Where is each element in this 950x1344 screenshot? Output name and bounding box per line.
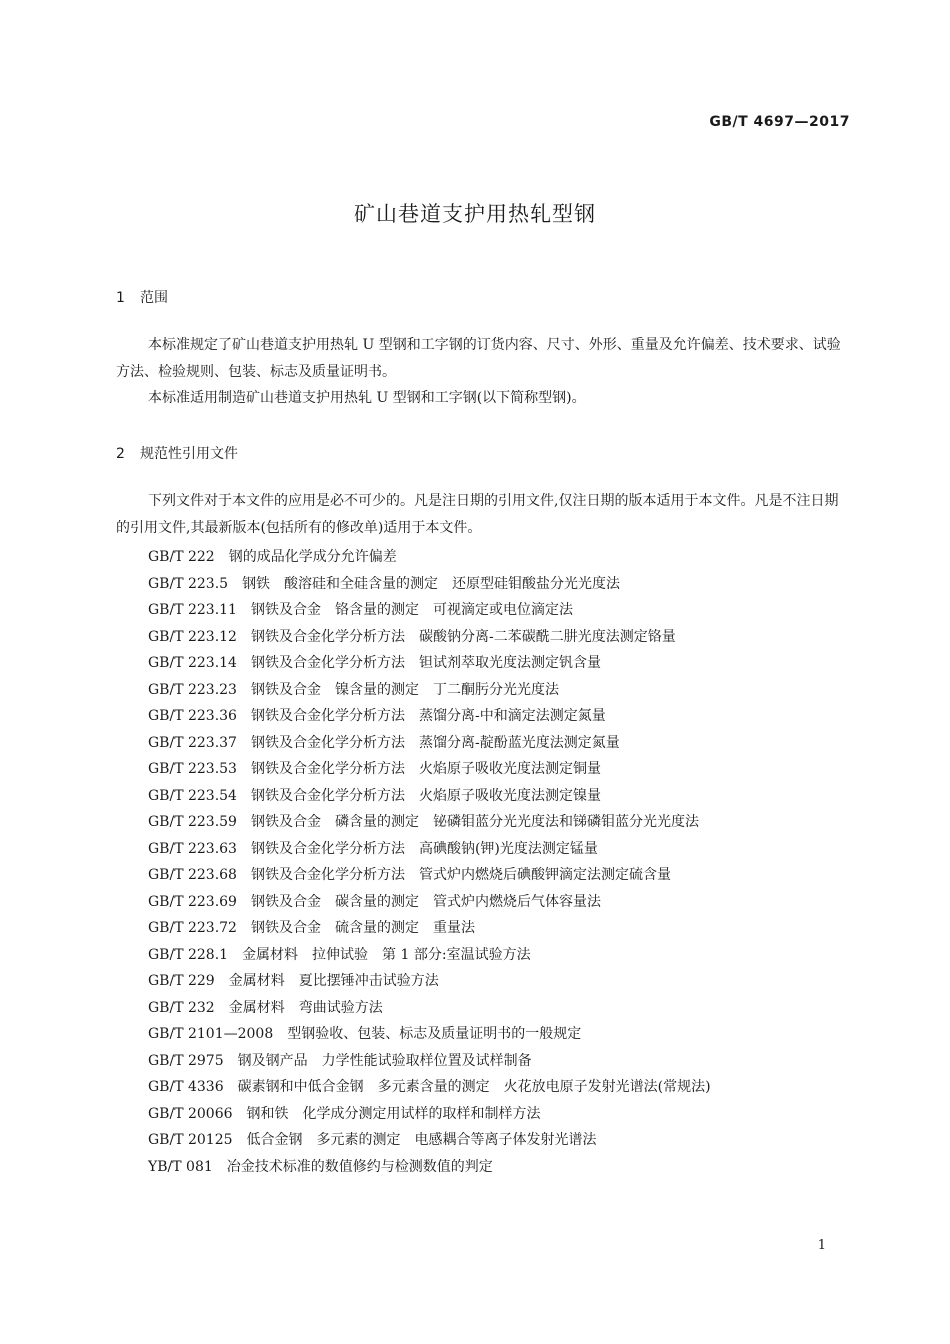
document-title: 矿山巷道支护用热轧型钢 (354, 202, 596, 226)
reference-item (148, 809, 711, 836)
reference-title: 钢铁及合金化学分析方法 钽试剂萃取光度法测定钒含量 (250, 655, 601, 671)
reference-code: GB/T 2101—2008 (148, 1026, 274, 1042)
reference-code: GB/T 223.12 (148, 628, 237, 645)
reference-item (148, 650, 711, 677)
reference-title: 钢铁及合金化学分析方法 管式炉内燃烧后碘酸钾滴定法测定硫含量 (250, 867, 671, 883)
reference-code: GB/T 223.11 (148, 602, 237, 618)
reference-code: GB/T 20066 (148, 1105, 233, 1122)
reference-item (148, 783, 711, 810)
reference-item (148, 677, 711, 704)
reference-item (148, 862, 711, 889)
reference-title: 钢铁及合金化学分析方法 高碘酸钠(钾)光度法测定锰量 (250, 840, 598, 857)
reference-title: 冶金技术标准的数值修约与检测数值的判定 (226, 1158, 493, 1175)
reference-code: GB/T 223.72 (148, 920, 237, 936)
reference-item (148, 544, 711, 571)
reference-title: 型钢验收、包装、标志及质量证明书的一般规定 (287, 1026, 582, 1042)
section-2-heading (116, 443, 238, 463)
reference-item (148, 968, 711, 995)
section-1-title: 范围 (140, 290, 168, 306)
reference-code: GB/T 229 (148, 973, 215, 989)
reference-title: 钢铁 酸溶硅和全硅含量的测定 还原型硅钼酸盐分光光度法 (242, 575, 621, 592)
reference-title: 钢铁及合金 碳含量的测定 管式炉内燃烧后气体容量法 (250, 893, 601, 910)
section-2-title: 规范性引用文件 (140, 446, 238, 462)
reference-title: 钢铁及合金 硫含量的测定 重量法 (250, 920, 475, 936)
reference-item (148, 1021, 711, 1048)
reference-title: 钢铁及合金 铬含量的测定 可视滴定或电位滴定法 (250, 602, 573, 618)
reference-title: 钢铁及合金化学分析方法 蒸馏分离-中和滴定法测定氮量 (250, 708, 606, 724)
reference-title: 金属材料 弯曲试验方法 (228, 999, 383, 1016)
reference-code: GB/T 4336 (148, 1079, 224, 1095)
reference-item (148, 915, 711, 942)
reference-code: GB/T 223.14 (148, 655, 237, 671)
reference-code: GB/T 223.36 (148, 708, 237, 724)
reference-item (148, 942, 711, 969)
reference-code: GB/T 223.23 (148, 681, 237, 698)
section-1-paragraph-2: 本标准适用制造矿山巷道支护用热轧 U 型钢和工字钢(以下简称型钢)。 (148, 390, 586, 406)
reference-title: 钢铁及合金 磷含量的测定 铋磷钼蓝分光光度法和锑磷钼蓝分光光度法 (250, 814, 699, 830)
reference-code: GB/T 20125 (148, 1132, 233, 1148)
reference-title: 钢和铁 化学成分测定用试样的取样和制样方法 (246, 1105, 541, 1122)
reference-title: 碳素钢和中低合金钢 多元素含量的测定 火花放电原子发射光谱法(常规法) (237, 1079, 711, 1095)
reference-item (148, 624, 711, 651)
reference-code: GB/T 232 (148, 999, 215, 1016)
reference-title: 钢铁及合金 镍含量的测定 丁二酮肟分光光度法 (250, 681, 559, 698)
reference-code: GB/T 228.1 (148, 946, 229, 963)
reference-code: GB/T 223.63 (148, 840, 237, 857)
reference-code: YB/T 081 (148, 1158, 213, 1175)
reference-title: 钢及钢产品 力学性能试验取样位置及试样制备 (237, 1052, 532, 1069)
standard-code: GB/T 4697—2017 (709, 114, 850, 130)
reference-item (148, 995, 711, 1022)
reference-item (148, 836, 711, 863)
section-2-number: 2 (116, 446, 125, 462)
reference-title: 钢铁及合金化学分析方法 蒸馏分离-靛酚蓝光度法测定氮量 (250, 734, 620, 751)
reference-title: 金属材料 夏比摆锤冲击试验方法 (228, 973, 439, 989)
reference-item (148, 756, 711, 783)
reference-item (148, 730, 711, 757)
reference-code: GB/T 223.68 (148, 867, 237, 883)
reference-code: GB/T 223.53 (148, 761, 237, 777)
page-number: 1 (817, 1238, 826, 1253)
section-2-intro: 下列文件对于本文件的应用是必不可少的。凡是注日期的引用文件,仅注日期的版本适用于本文件。凡是不注日期的引用文件,其最新版本(包括所有的修改单)适用于本文件。 (116, 493, 839, 536)
reference-item (148, 1101, 711, 1128)
section-1-number: 1 (116, 290, 125, 306)
reference-item (148, 1127, 711, 1154)
reference-title: 钢铁及合金化学分析方法 碳酸钠分离-二苯碳酰二肼光度法测定铬量 (250, 628, 676, 645)
reference-item (148, 1048, 711, 1075)
reference-item (148, 1074, 711, 1101)
reference-title: 钢铁及合金化学分析方法 火焰原子吸收光度法测定铜量 (250, 761, 601, 777)
reference-code: GB/T 222 (148, 549, 215, 565)
reference-code: GB/T 223.54 (148, 787, 237, 804)
reference-list (148, 544, 711, 1180)
reference-title: 钢的成品化学成分允许偏差 (228, 549, 397, 565)
reference-code: GB/T 223.59 (148, 814, 237, 830)
reference-title: 低合金钢 多元素的测定 电感耦合等离子体发射光谱法 (246, 1132, 597, 1148)
reference-item (148, 703, 711, 730)
reference-item (148, 571, 711, 598)
reference-code: GB/T 223.37 (148, 734, 237, 751)
reference-title: 金属材料 拉伸试验 第 1 部分:室温试验方法 (242, 946, 531, 963)
reference-code: GB/T 223.69 (148, 893, 237, 910)
reference-item (148, 1154, 711, 1181)
reference-code: GB/T 223.5 (148, 575, 229, 592)
reference-item (148, 597, 711, 624)
reference-title: 钢铁及合金化学分析方法 火焰原子吸收光度法测定镍量 (250, 787, 601, 804)
reference-item (148, 889, 711, 916)
reference-code: GB/T 2975 (148, 1052, 224, 1069)
section-1-heading (116, 287, 168, 307)
section-1-paragraph-1: 本标准规定了矿山巷道支护用热轧 U 型钢和工字钢的订货内容、尺寸、外形、重量及允许偏差、技术要求、试验方法、检验规则、包装、标志及质量证明书。 (116, 337, 841, 380)
